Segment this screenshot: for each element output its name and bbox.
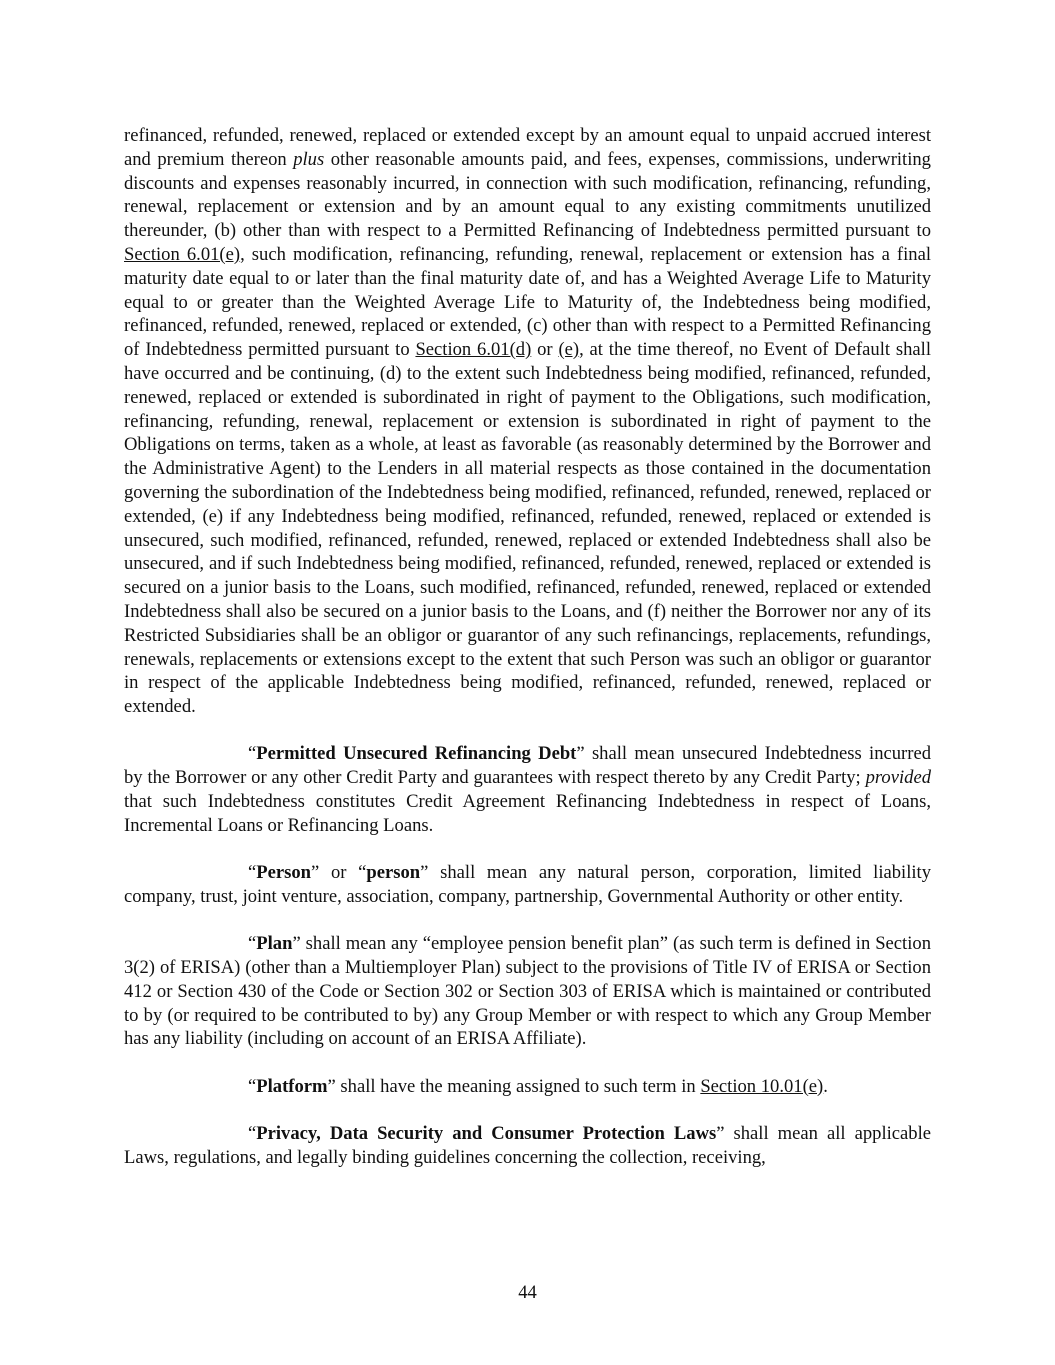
text-run: “ xyxy=(248,862,257,884)
text-run: ” shall mean any “employee pension benefit plan” (as such term is defined in Section 3(2) of ERISA) (other than a Multiemployer Plan) subject to the provisions of Title IV of ERISA or Section 412 or Section 430 of the Code or Section 302 or Section 303 of ERISA which is maintained or contributed to by (or required to be contributed to by) any Group Member or with respect to which any Group Member has any liability (including on account of an ERISA Affiliate). xyxy=(124,933,931,1050)
definition-permitted-unsecured-refinancing-debt xyxy=(124,742,931,837)
page-number: 44 xyxy=(518,1282,537,1303)
text-run: “ xyxy=(248,743,257,765)
text-run: “ xyxy=(248,1122,257,1144)
defined-term: Privacy, Data Security and Consumer Protection Laws xyxy=(256,1122,717,1144)
text-run: . xyxy=(823,1075,828,1097)
defined-term: person xyxy=(366,862,421,884)
defined-term: Platform xyxy=(256,1075,328,1097)
section-reference-link[interactable]: Section 10.01(e) xyxy=(700,1075,824,1097)
text-run: ” or “ xyxy=(311,862,367,884)
definition-privacy-data-security-consumer-protection-laws xyxy=(124,1122,931,1170)
definition-platform xyxy=(124,1075,931,1099)
text-run: that such Indebtedness constitutes Credit Agreement Refinancing Indebtedness in respect of Loans, Incremental Loans or Refinancing Loans. xyxy=(124,791,931,836)
section-reference-link[interactable]: Section 6.01(d) xyxy=(415,339,532,361)
text-run: , such modification, refinancing, refunding, renewal, replacement or extension has a final maturity date equal to or later than the final maturity date of, and has a Weighted Average Life to Maturity equal to or greater than the Weighted Average Life to Maturity of, the Indebtedness being modified, refinanced, refunded, renewed, replaced or extended, (c) other than with respect to a Permitted Refinancing of Indebtedness permitted pursuant to xyxy=(124,243,931,361)
section-reference-link[interactable]: Section 6.01(e) xyxy=(124,243,241,265)
text-run: ” shall have the meaning assigned to such term in xyxy=(327,1075,701,1097)
text-run: other reasonable amounts paid, and fees, expenses, commissions, underwriting discounts and expenses reasonably incurred, in connection with such modification, refinancing, refunding, renewal, replacement or extension and by an amount equal to any existing commitments unutilized thereunder, (b) other than with respect to a Permitted Refinancing of Indebtedness permitted pursuant to xyxy=(124,148,931,242)
defined-term: Permitted Unsecured Refinancing Debt xyxy=(256,743,577,765)
text-run: ” shall mean all applicable Laws, regulations, and legally binding guidelines concerning the collection, receiving, xyxy=(124,1122,931,1168)
text-run: “ xyxy=(248,1075,257,1097)
emphasis-text: plus xyxy=(293,148,325,170)
text-run: , at the time thereof, no Event of Default shall have occurred and be continuing, (d) to the extent such Indebtedness being modified, refinanced, refunded, renewed, replaced or extended is subordinated in right of payment to the Obligations, such modification, refinancing, refunding, renewal, replacement or extension is subordinated in right of payment to the Obligations on terms, taken as a whole, at least as favorable (as reasonably determined by the Borrower and the Administrative Agent) to the Lenders in all material respects as those contained in the documentation governing the subordination of the Indebtedness being modified, refinanced, refunded, renewed, replaced or extended, (e) if any Indebtedness being modified, refinanced, refunded, renewed, replaced or extended is unsecured, such modified, refinanced, refunded, renewed, replaced or extended Indebtedness shall also be unsecured, and if such Indebtedness being modified, refinanced, refunded, renewed, replaced or extended is secured on a junior basis to the Loans, such modified, refinanced, refunded, renewed, replaced or extended Indebtedness shall also be secured on a junior basis to the Loans, and (f) neither the Borrower nor any of its Restricted Subsidiaries shall be an obligor or guarantor of any such refinancings, replacements, refundings, renewals, replacements or extensions except to the extent that such Person was such an obligor or guarantor in respect of the applicable Indebtedness being modified, refinanced, refunded, renewed, replaced or extended. xyxy=(124,339,931,718)
text-run: refinanced, refunded, renewed, replaced or extended except by an amount equal to unpaid accrued interest and premium thereon xyxy=(124,125,931,170)
text-run: ” shall mean any natural person, corporation, limited liability company, trust, joint venture, association, company, partnership, Governmental Authority or other entity. xyxy=(124,862,931,907)
definition-person xyxy=(124,861,931,909)
defined-term: Person xyxy=(256,862,312,884)
section-reference-link[interactable]: (e) xyxy=(558,339,580,361)
continuation-paragraph xyxy=(124,124,931,719)
definitions-list xyxy=(124,742,931,1169)
definition-plan xyxy=(124,932,931,1051)
emphasis-text: provided xyxy=(865,767,931,789)
text-run: ” shall mean unsecured Indebtedness incurred by the Borrower or any other Credit Party and guarantees with respect thereto by any Credit Party; xyxy=(124,743,931,789)
document-page xyxy=(124,124,931,1170)
text-run: “ xyxy=(248,933,257,955)
defined-term: Plan xyxy=(256,933,293,955)
text-run: or xyxy=(531,339,559,361)
